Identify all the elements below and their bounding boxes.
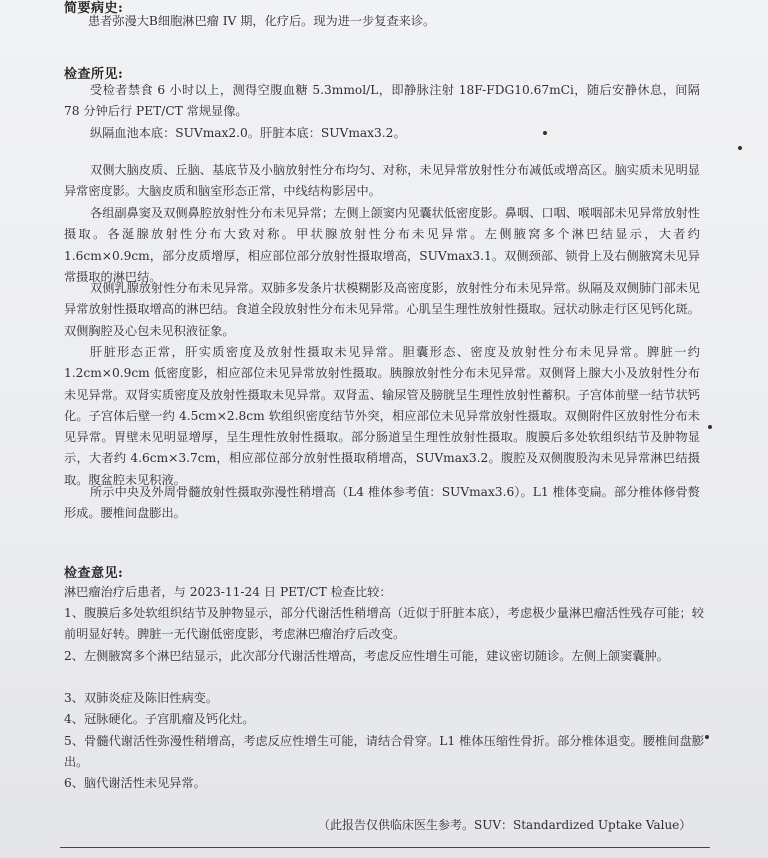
impression-title: 检查意见: xyxy=(64,566,124,581)
impression-item-2: 2、左侧腋窝多个淋巴结显示，此次部分代谢活性增高，考虑反应性增生可能，建议密切随诊。左侧上颌窦囊肿。 xyxy=(64,649,669,663)
findings-abdomen: 肝脏形态正常，肝实质密度及放射性摄取未见异常。胆囊形态、密度及放射性分布未见异常。脾脏一约 1.2cm×0.9cm 低密度影，相应部位未见异常放射性摄取。胰腺放射性分布未见异常。双侧肾上腺大小及放射性分布未见异常。双肾实质密度及放射性摄取未见异常。双肾盂、输尿管及膀胱呈生理性放射性蓄积。子宫体前壁一结节状钙化。子宫体后壁一约 4.5cm×2.8cm 软组织密度结节外突，相应部位未见异常放射性摄取。双侧附件区放射性分布未见异常。胃壁未见明显增厚，呈生理性放射性摄取。部分肠道呈生理性放射性摄取。腹膜后多处软组织结节及肿物显示，大者约 4.6cm×3.7cm，相应部位部分放射性摄取稍增高，SUVmax3.2。腹腔及双侧腹股沟未见异常淋巴结摄取。腹盆腔未见积液。 xyxy=(64,345,700,487)
impression-intro: 淋巴瘤治疗后患者，与 2023-11-24 日 PET/CT 检查比较： xyxy=(64,585,392,599)
findings-brain: 双侧大脑皮质、丘脑、基底节及小脑放射性分布均匀、对称，未见异常放射性分布减低或增高区。脑实质未见明显异常密度影。大脑皮质和脑室形态正常，中线结构影居中。 xyxy=(64,163,700,199)
findings-title: 检查所见: xyxy=(64,67,124,82)
impression-item-3: 3、双肺炎症及陈旧性病变。 xyxy=(64,691,219,705)
impression-item-4: 4、冠脉硬化。子宫肌瘤及钙化灶。 xyxy=(64,712,255,726)
print-speck xyxy=(543,131,547,135)
findings-baseline: 纵隔血池本底：SUVmax2.0。肝脏本底：SUVmax3.2。 xyxy=(90,126,406,140)
history-title: 简要病史: xyxy=(64,1,124,16)
impression-item-5: 5、骨髓代谢活性弥漫性稍增高，考虑反应性增生可能，请结合骨穿。L1 椎体压缩性骨折。部分椎体退变。腰椎间盘膨出。 xyxy=(64,734,704,770)
findings-bone: 所示中央及外周骨髓放射性摄取弥漫性稍增高（L4 椎体参考值：SUVmax3.6）。L1 椎体变扁。部分椎体修骨赘形成。腰椎间盘膨出。 xyxy=(64,485,700,521)
footer-disclaimer: （此报告仅供临床医生参考。SUV：Standardized Uptake Value） xyxy=(318,818,692,832)
print-speck xyxy=(708,425,712,429)
history-text: 患者弥漫大B细胞淋巴瘤 IV 期，化疗后。现为进一步复查来诊。 xyxy=(88,14,436,28)
impression-item-1: 1、腹膜后多处软组织结节及肿物显示，部分代谢活性稍增高（近似于肝脏本底），考虑极少量淋巴瘤活性残存可能；较前明显好转。脾脏一无代谢低密度影，考虑淋巴瘤治疗后改变。 xyxy=(64,606,704,642)
findings-technique: 受检者禁食 6 小时以上，测得空腹血糖 5.3mmol/L，即静脉注射 18F-FDG10.67mCi，随后安静休息，间隔 78 分钟后行 PET/CT 常规显像。 xyxy=(64,83,700,119)
print-speck xyxy=(738,146,742,150)
impression-item-6: 6、脑代谢活性未见异常。 xyxy=(64,776,206,790)
print-speck xyxy=(705,735,709,739)
findings-chest: 双侧乳腺放射性分布未见异常。双肺多发条片状模糊影及高密度影，放射性分布未见异常。纵隔及双侧肺门部未见异常放射性摄取增高的淋巴结。食道全段放射性分布未见异常。心肌呈生理性放射性摄取。冠状动脉走行区见钙化斑。双侧胸腔及心包未见积液征象。 xyxy=(64,281,700,338)
footer-rule xyxy=(60,847,710,848)
findings-head-neck: 各组副鼻窦及双侧鼻腔放射性分布未见异常；左侧上颌窦内见囊状低密度影。鼻咽、口咽、喉咽部未见异常放射性摄取。各涎腺放射性分布大致对称。甲状腺放射性分布未见异常。左侧腋窝多个淋巴结显示，大者约 1.6cm×0.9cm，部分皮质增厚，相应部位部分放射性摄取增高，SUVmax3.1。双侧颈部、锁骨上及右侧腋窝未见异常摄取的淋巴结。 xyxy=(64,206,700,284)
